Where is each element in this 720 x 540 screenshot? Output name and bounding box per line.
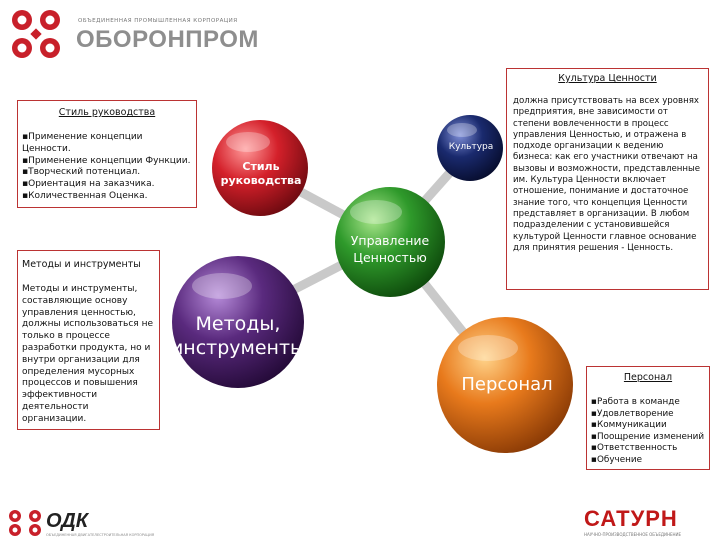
personnel-list <box>591 397 705 466</box>
list-item: ▪ Ориентация на заказчика. <box>22 179 192 191</box>
odk-logo <box>4 506 155 540</box>
odk-brand: ОДК <box>46 510 89 532</box>
ball-label-methods: Методы, инструменты <box>170 313 306 359</box>
methods-box-text: Методы и инструменты, составляющие основу управления ценностью, должны использоваться не только в процессе разработки продукта, но и внутри организации для определения мусорных процессов и повышения эффективности деятельности организации. <box>22 284 153 424</box>
methods-box-title: Методы и инструменты <box>22 259 141 270</box>
style-box <box>17 100 197 208</box>
culture-box-title: Культура Ценности <box>558 73 657 84</box>
culture-box-text: должна присутствовать на всех уровнях предприятия, вне зависимости от степени вовлеченности в процесс управления Ценностью, и отражена в подходе организации к ведению бизнеса: как его участники отвечают на вызовы и возможности, представленные им. Культура Ценности включает отношение, понимание и достаточное знание того, что концепция Ценности представляет в организации. В любом подразделении с установившейся культурой Ценности главное основание для принятия решения - Ценность. <box>513 96 701 253</box>
list-item: ▪ Поощрение изменений <box>591 432 705 444</box>
list-item: ▪ Применение концепции Ценности. <box>22 132 192 156</box>
style-box-title: Стиль руководства <box>58 107 156 118</box>
methods-box <box>17 250 160 430</box>
ball-label-culture: Культура <box>448 142 494 152</box>
saturn-tagline: НАУЧНО-ПРОИЗВОДСТВЕННОЕ ОБЪЕДИНЕНИЕ <box>584 532 682 537</box>
odk-tagline: ОБЪЕДИНЕННАЯ ДВИГАТЕЛЕСТРОИТЕЛЬНАЯ КОРПОРАЦИЯ <box>46 533 155 537</box>
saturn-logo <box>576 508 720 540</box>
odk-mark-icon <box>6 508 44 538</box>
culture-box <box>506 68 709 290</box>
ball-label-style: Стиль руководства <box>220 160 302 187</box>
ball-label-personnel: Персонал <box>461 374 553 395</box>
list-item: ▪ Коммуникации <box>591 420 705 432</box>
personnel-box <box>586 366 710 470</box>
list-item: ▪ Работа в команде <box>591 397 705 409</box>
list-item: ▪ Ответственность <box>591 443 705 455</box>
list-item: ▪ Удовлетворение <box>591 409 705 421</box>
saturn-brand: САТУРН <box>584 506 678 531</box>
list-item: ▪ Применение концепции Функции. <box>22 156 192 168</box>
ball-label-value: Управление Ценностью <box>350 233 430 265</box>
oboronprom-brand: ОБОРОНПРОМ <box>76 26 259 53</box>
oboronprom-tagline: ОБЪЕДИНЕННАЯ ПРОМЫШЛЕННАЯ КОРПОРАЦИЯ <box>78 18 238 24</box>
personnel-box-title: Персонал <box>623 372 673 383</box>
style-list <box>22 132 192 203</box>
list-item: ▪ Творческий потенциал. <box>22 167 192 179</box>
list-item: ▪ Обучение <box>591 455 705 467</box>
list-item: ▪ Количественная Оценка. <box>22 191 192 203</box>
